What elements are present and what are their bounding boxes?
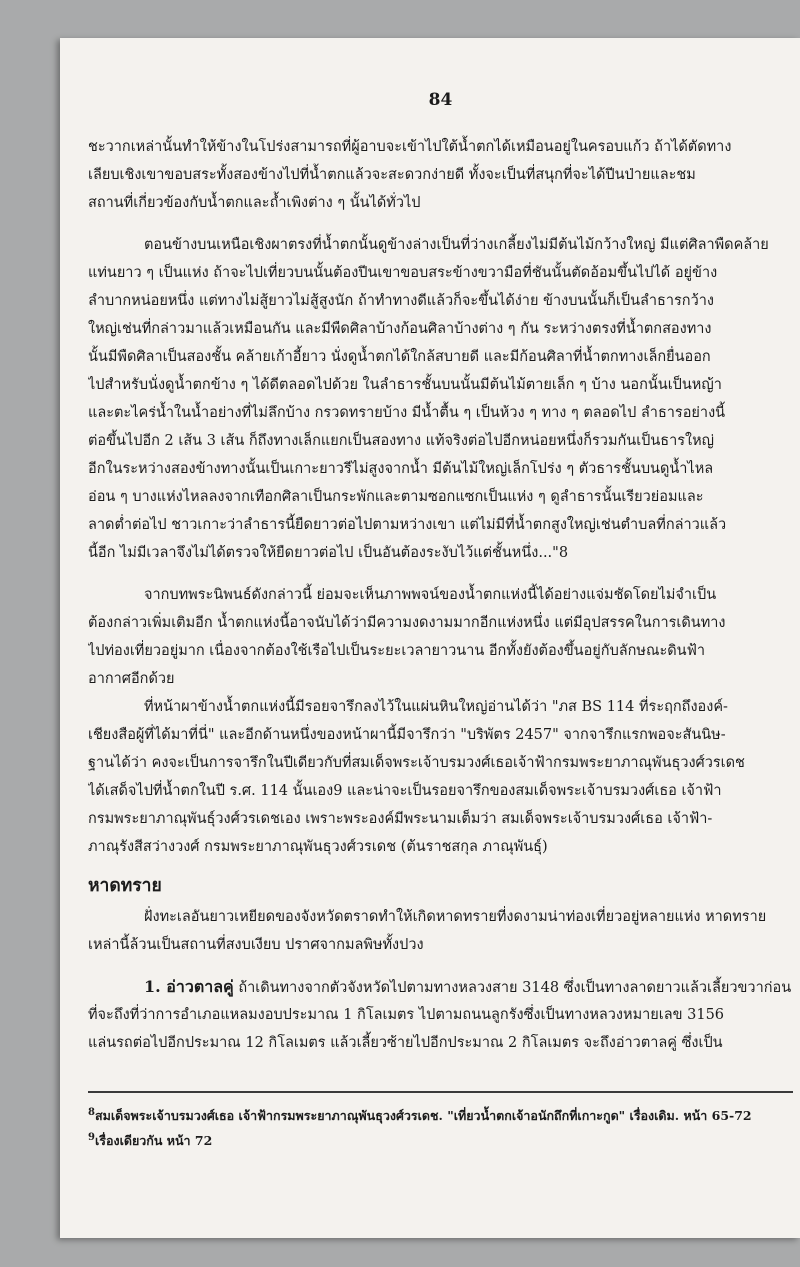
list-item-first-line [88,973,793,1001]
text-line: แล่นรถต่อไปอีกประมาณ 12 กิโลเมตร แล้วเลี้ยวซ้ายไปอีกประมาณ 2 กิโลเมตร จะถึงอ่าวตาลคู่ ซึ่งเป็น [88,1035,723,1051]
text-line: และตะไคร่น้ำในน้ำอย่างที่ไม่ลึกบ้าง กรวดทรายบ้าง มีน้ำตื้น ๆ เป็นห้วง ๆ ทาง ๆ ตลอดไป ลำธารอย่างนี้ [88,405,726,421]
paragraph-gap [88,567,793,581]
book-page [60,38,800,1238]
text-line: ไปสำหรับนั่งดูน้ำตกข้าง ๆ ได้ดีตลอดไปด้วย ในลำธารชั้นบนนั้นมีต้นไม้ตายเล็ก ๆ บ้าง นอกนั้นเป็นหญ้า [88,377,722,393]
text-line: อ่อน ๆ บางแห่งไหลลงจากเทือกศิลาเป็นกระพักและตามซอกแซกเป็นแห่ง ๆ ดูลำธารนั้นเรียวย่อมและ [88,489,704,505]
text-line: ที่หน้าผาข้างน้ำตกแห่งนี้มีรอยจารึกลงไว้ในแผ่นหินใหญ่อ่านได้ว่า "ภส BS 114 ที่ระฤกถึงองค์- [144,699,728,715]
footnote-text: เรื่องเดียวกัน หน้า 72 [94,1133,213,1149]
text-line: แท่นยาว ๆ เป็นแห่ง ถ้าจะไปเที่ยวบนนั้นต้องปีนเขาขอบสระข้างขวามือที่ชันนั้นตัดอ้อมขึ้นไปได้ อยู่ข้าง [88,265,718,281]
text-line: ฐานได้ว่า คงจะเป็นการจารึกในปีเดียวกับที่สมเด็จพระเจ้าบรมวงศ์เธอเจ้าฟ้ากรมพระยาภาณุพันธุวงศ์วรเดช [88,755,745,771]
list-item-title: 1. อ่าวตาลคู่ [144,977,234,996]
text-line: ลาดต่ำต่อไป ชาวเกาะว่าลำธารนี้ยืดยาวต่อไปตามหว่างเขา แต่ไม่มีที่น้ำตกสูงใหญ่เช่นตำบลที่กล่าวแล้ว [88,517,727,533]
page-number: 84 [428,90,453,110]
section-heading: หาดทราย [88,876,162,896]
footnote-number: 8 [88,1107,95,1118]
text-line: สถานที่เกี่ยวข้องกับน้ำตกและถ้ำเพิงต่าง ๆ นั้นได้ทั่วไป [88,195,421,211]
text-line: นี้อีก ไม่มีเวลาจึงไม่ได้ตรวจให้ยืดยาวต่อไป เป็นอันต้องระงับไว้แต่ชั้นหนึ่ง..."8 [88,545,569,561]
text-line: อากาศอีกด้วย [88,671,175,687]
footnote [88,1100,793,1125]
text-line: ภาณุรังสีสว่างวงศ์ กรมพระยาภาณุพันธุวงศ์วรเดช (ต้นราชสกุล ภาณุพันธุ์) [88,839,548,855]
list-item-text: ถ้าเดินทางจากตัวจังหวัดไปตามทางหลวงสาย 3148 ซึ่งเป็นทางลาดยาวแล้วเลี้ยวขวาก่อน [233,980,792,996]
text-line: ชะวากเหล่านั้นทำให้ข้างในโปร่งสามารถที่ผู้อาบจะเข้าไปใต้น้ำตกได้เหมือนอยู่ในครอบแก้ว ถ้าได้ตัดทาง [88,139,732,155]
text-line: จากบทพระนิพนธ์ดังกล่าวนี้ ย่อมจะเห็นภาพพจน์ของน้ำตกแห่งนี้ได้อย่างแจ่มชัดโดยไม่จำเป็น [144,587,717,603]
text-line: เชียงสือผู้ที่ได้มาที่นี่" และอีกด้านหนึ่งของหน้าผานี้มีจารึกว่า "บริพัตร 2457" จากจารึกแรกพอจะสันนิษ- [88,727,726,743]
text-line: นั้นมีพืดศิลาเป็นสองชั้น คล้ายเก้าอี้ยาว นั่งดูน้ำตกได้ใกล้สบายดี และมีก้อนศิลาที่น้ำตกทางเล็กยื่นออก [88,349,711,365]
body-text [88,133,793,1057]
paragraph-gap [88,217,793,231]
footnote-number: 9 [88,1132,95,1143]
text-line: ได้เสด็จไปที่น้ำตกในปี ร.ศ. 114 นั้นเอง9 และน่าจะเป็นรอยจารึกของสมเด็จพระเจ้าบรมวงศ์เธอ เจ้าฟ้า [88,783,722,799]
footnote-text: สมเด็จพระเจ้าบรมวงศ์เธอ เจ้าฟ้ากรมพระยาภาณุพันธุวงศ์วรเดช. "เที่ยวน้ำตกเจ้าอนักถึกที่เกาะกูด" เรื่องเดิม. หน้า 65-72 [94,1108,752,1124]
footnote [88,1125,793,1150]
paragraph-gap [88,959,793,973]
text-line: ฝั่งทะเลอันยาวเหยียดของจังหวัดตราดทำให้เกิดหาดทรายที่งดงามน่าท่องเที่ยวอยู่หลายแห่ง หาดทราย [144,909,767,925]
text-line: เลียบเชิงเขาขอบสระทั้งสองข้างไปที่น้ำตกแล้วจะสะดวกง่ายดี ทั้งจะเป็นที่สนุกที่จะได้ปีนป่ายและชม [88,167,696,183]
text-line: กรมพระยาภาณุพันธุ์วงศ์วรเดชเอง เพราะพระองค์มีพระนามเต็มว่า สมเด็จพระเจ้าบรมวงศ์เธอ เจ้าฟ้า- [88,811,713,827]
text-line: ต่อขึ้นไปอีก 2 เส้น 3 เส้น ก็ถึงทางเล็กแยกเป็นสองทาง แท้จริงต่อไปอีกหน่อยหนึ่งก็รวมกันเป็นธารใหญ่ [88,433,715,449]
footnote-divider [88,1091,793,1093]
text-line: ใหญ่เช่นที่กล่าวมาแล้วเหมือนกัน และมีพืดศิลาบ้างก้อนศิลาบ้างต่าง ๆ กัน ระหว่างตรงที่น้ำตกสองทาง [88,321,712,337]
text-line: ที่จะถึงที่ว่าการอำเภอแหลมงอบประมาณ 1 กิโลเมตร ไปตามถนนลูกรังซึ่งเป็นทางหลวงหมายเลข 3156 [88,1007,725,1023]
text-line: ต้องกล่าวเพิ่มเติมอีก น้ำตกแห่งนี้อาจนับได้ว่ามีความงดงามมากอีกแห่งหนึ่ง แต่มีอุปสรรคในการเดินทาง [88,615,726,631]
text-line: ลำบากหน่อยหนึ่ง แต่ทางไม่สู้ยาวไม่สู้สูงนัก ถ้าทำทางดีแล้วก็จะขึ้นได้ง่าย ข้างบนนั้นก็เป็นลำธารกว้าง [88,293,714,309]
footnotes [88,1100,793,1150]
text-line: ตอนข้างบนเหนือเชิงผาตรงที่น้ำตกนั้นดูข้างล่างเป็นที่ว่างเกลี้ยงไม่มีต้นไม้กว้างใหญ่ มีแต่ศิลาพืดคล้าย [144,237,769,253]
text-line: อีกในระหว่างสองข้างทางนั้นเป็นเกาะยาวรีไม่สูงจากน้ำ มีต้นไม้ใหญ่เล็กโปร่ง ๆ ตัวธารชั้นบนดูน้ำไหล [88,461,714,477]
text-line: เหล่านี้ล้วนเป็นสถานที่สงบเงียบ ปราศจากมลพิษทั้งปวง [88,937,424,953]
text-line: ไปท่องเที่ยวอยู่มาก เนื่องจากต้องใช้เรือไปเป็นระยะเวลายาวนาน อีกทั้งยังต้องขึ้นอยู่กับลักษณะดินฟ้า [88,643,705,659]
